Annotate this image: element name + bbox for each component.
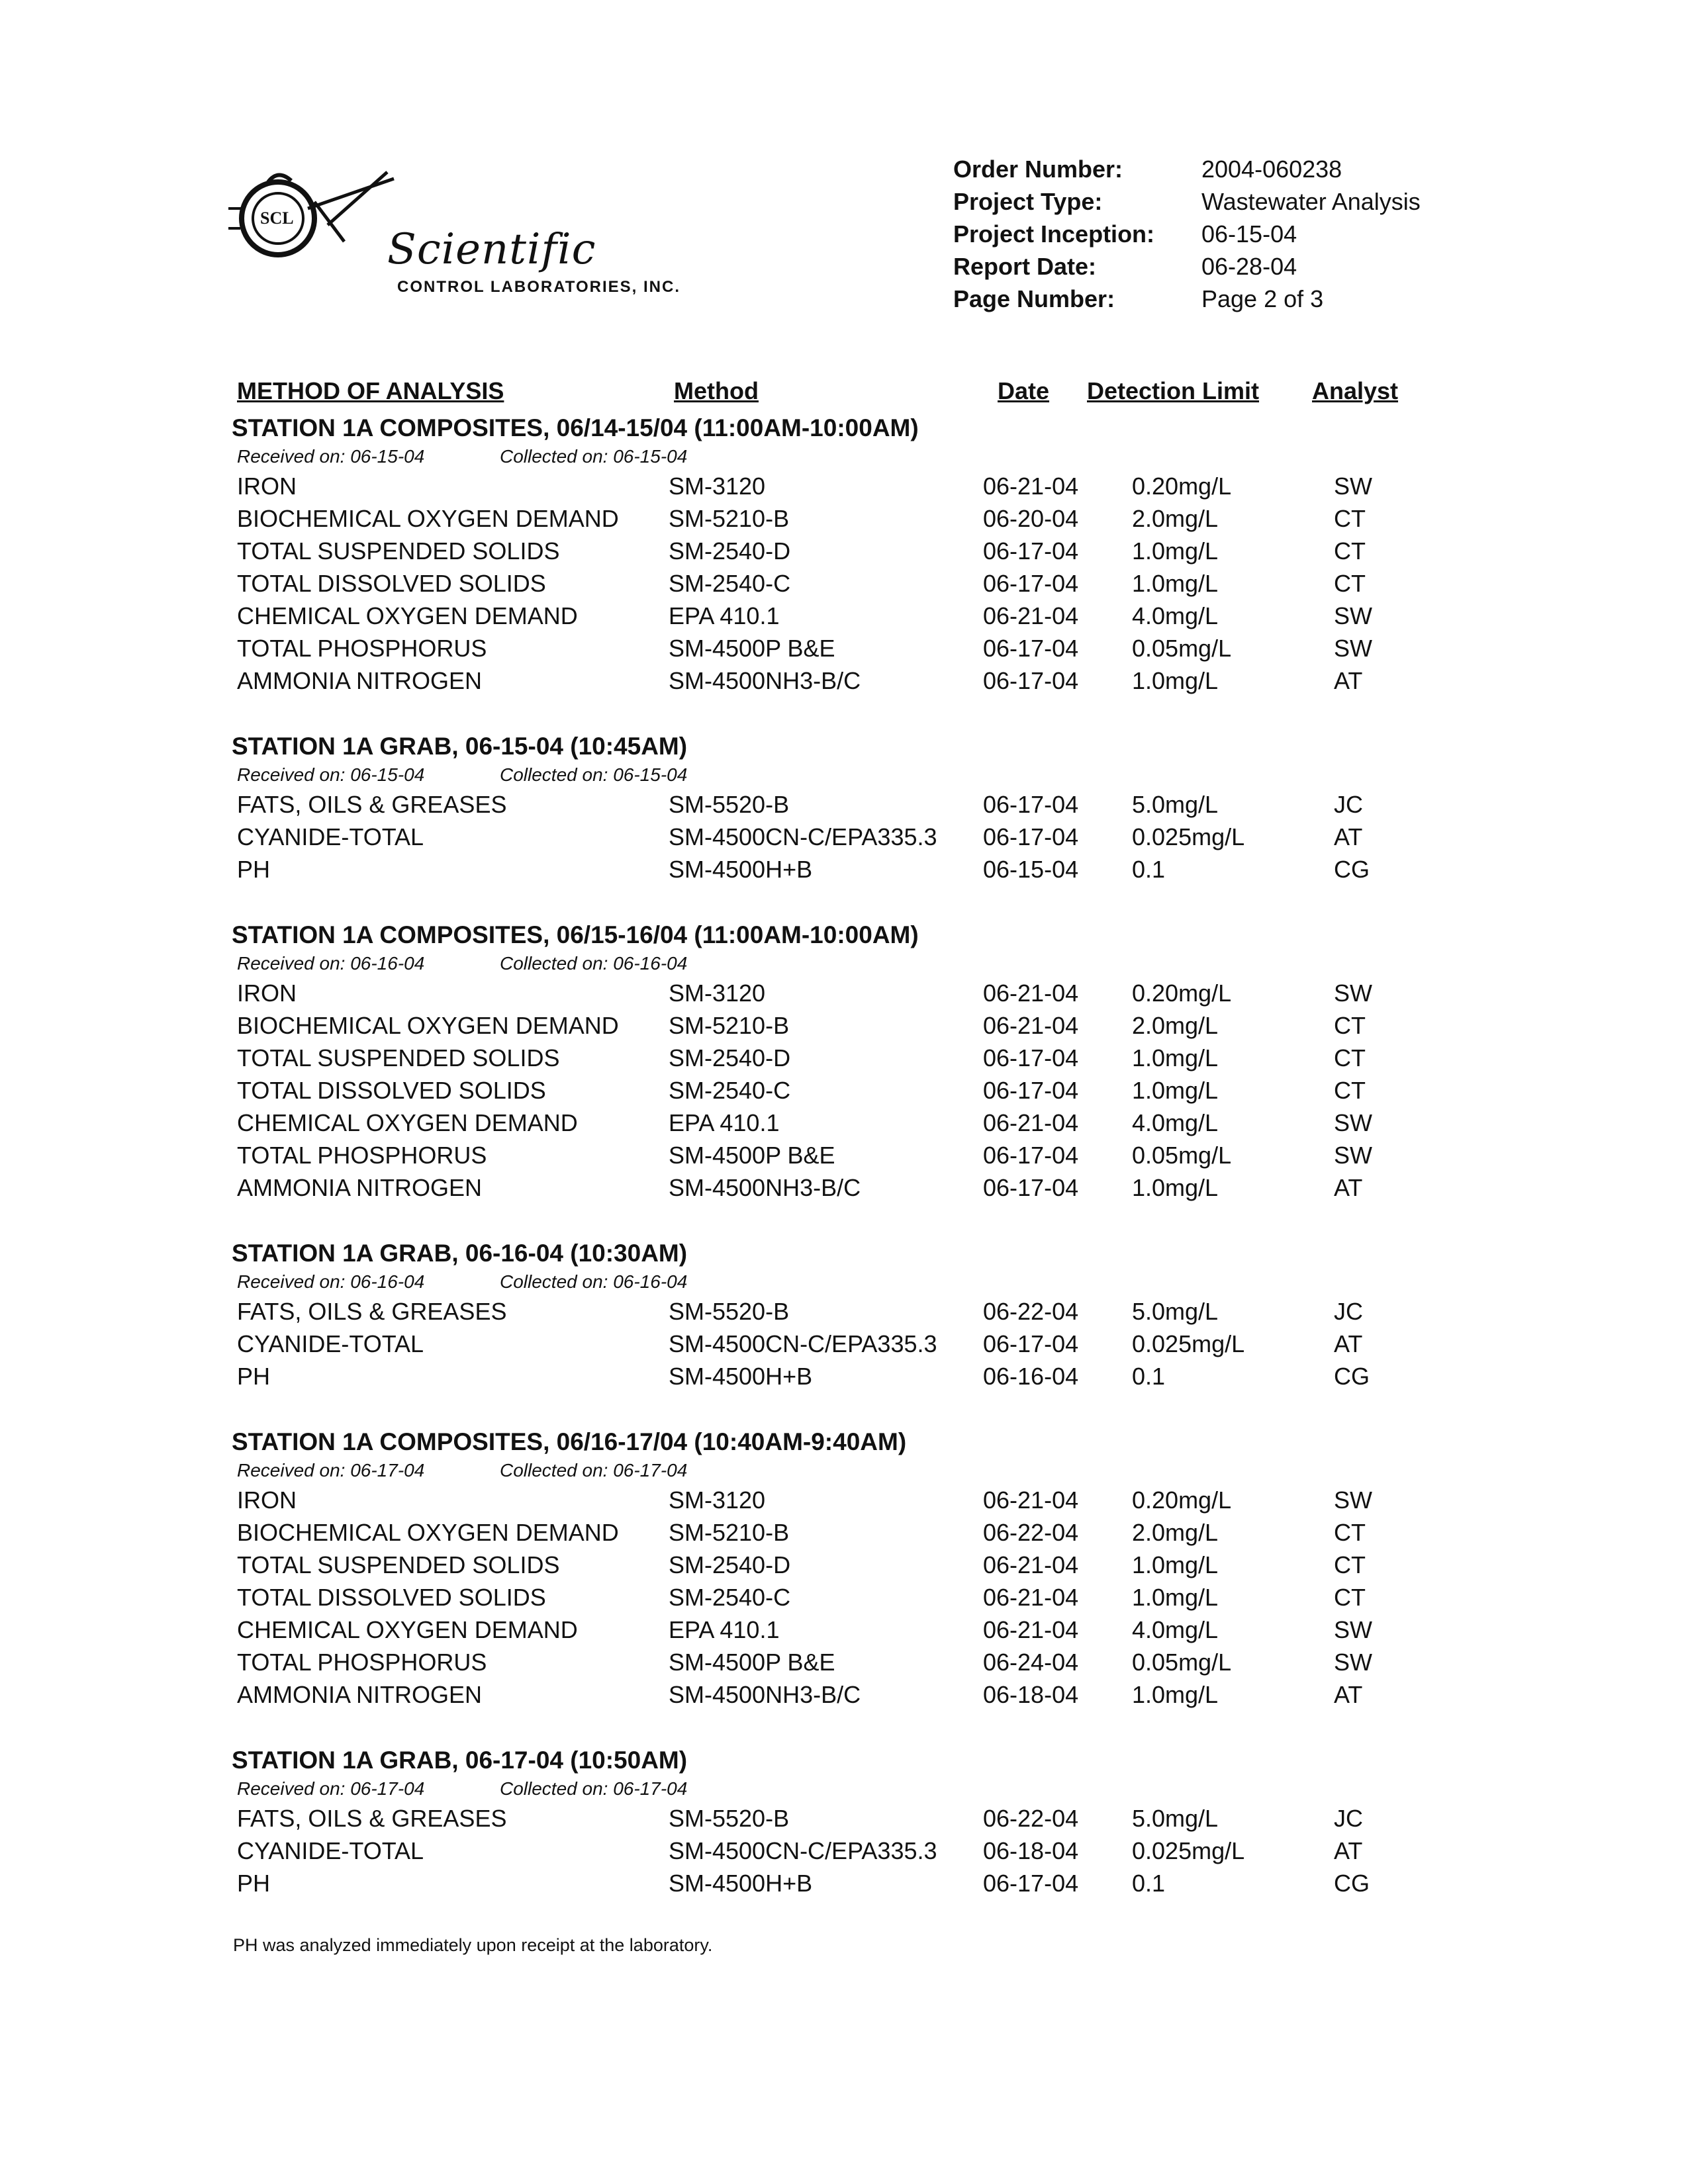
cell-name: FATS, OILS & GREASES — [237, 1805, 507, 1832]
flask-logo-icon — [228, 162, 400, 295]
cell-analyst: CT — [1334, 570, 1366, 597]
cell-name: TOTAL DISSOLVED SOLIDS — [237, 570, 546, 597]
table-row — [232, 1012, 1423, 1044]
column-header-method-of-analysis: METHOD OF ANALYSIS — [237, 377, 504, 404]
header-info-value: Wastewater Analysis — [1201, 188, 1421, 215]
cell-limit: 0.20mg/L — [1132, 1486, 1232, 1514]
collected-on: Collected on: 06-15-04 — [500, 446, 688, 467]
cell-date: 06-22-04 — [983, 1298, 1079, 1325]
cell-method: SM-3120 — [669, 1486, 766, 1514]
cell-method: EPA 410.1 — [669, 1616, 780, 1643]
cell-method: SM-5520-B — [669, 1805, 790, 1832]
received-on: Received on: 06-17-04 — [237, 1460, 425, 1480]
cell-analyst: CT — [1334, 1519, 1366, 1546]
cell-date: 06-17-04 — [983, 791, 1079, 818]
column-header-method: Method — [674, 377, 759, 404]
logo-company-line: CONTROL LABORATORIES, INC. — [397, 278, 681, 296]
cell-method: SM-4500NH3-B/C — [669, 1681, 861, 1708]
cell-method: SM-4500P B&E — [669, 1649, 835, 1676]
cell-name: AMMONIA NITROGEN — [237, 667, 483, 694]
cell-limit: 1.0mg/L — [1132, 570, 1219, 597]
table-row — [232, 1551, 1423, 1584]
collected-on: Collected on: 06-17-04 — [500, 1778, 688, 1799]
cell-date: 06-17-04 — [983, 1870, 1079, 1897]
cell-name: AMMONIA NITROGEN — [237, 1174, 483, 1201]
cell-name: TOTAL DISSOLVED SOLIDS — [237, 1077, 546, 1104]
cell-date: 06-17-04 — [983, 635, 1079, 662]
cell-method: SM-4500CN-C/EPA335.3 — [669, 823, 937, 850]
cell-date: 06-15-04 — [983, 856, 1079, 883]
cell-limit: 5.0mg/L — [1132, 1298, 1219, 1325]
section-spacer — [232, 700, 1423, 730]
section-title: STATION 1A COMPOSITES, 06/15-16/04 (11:00AM-10:00AM) — [232, 921, 919, 948]
collected-on: Collected on: 06-17-04 — [500, 1460, 688, 1480]
header-info-value: 06-28-04 — [1201, 253, 1297, 280]
cell-name: BIOCHEMICAL OXYGEN DEMAND — [237, 1519, 619, 1546]
cell-method: SM-2540-D — [669, 1044, 791, 1071]
cell-analyst: AT — [1334, 1174, 1363, 1201]
table-row — [232, 1109, 1423, 1142]
cell-date: 06-18-04 — [983, 1681, 1079, 1708]
cell-analyst: JC — [1334, 791, 1363, 818]
cell-limit: 2.0mg/L — [1132, 1012, 1219, 1039]
cell-method: SM-3120 — [669, 473, 766, 500]
cell-date: 06-21-04 — [983, 602, 1079, 629]
cell-name: PH — [237, 1870, 271, 1897]
cell-analyst: SW — [1334, 1142, 1372, 1169]
received-on: Received on: 06-15-04 — [237, 764, 425, 785]
collected-on: Collected on: 06-16-04 — [500, 953, 688, 974]
cell-analyst: SW — [1334, 473, 1372, 500]
header-info-value: Page 2 of 3 — [1201, 285, 1324, 312]
cell-limit: 4.0mg/L — [1132, 1109, 1219, 1136]
cell-name: TOTAL SUSPENDED SOLIDS — [237, 537, 560, 565]
cell-analyst: SW — [1334, 1649, 1372, 1676]
station-sections — [232, 412, 1423, 1902]
cell-limit: 1.0mg/L — [1132, 1174, 1219, 1201]
cell-date: 06-17-04 — [983, 1174, 1079, 1201]
table-row — [232, 1870, 1423, 1902]
cell-name: CYANIDE-TOTAL — [237, 1330, 424, 1357]
cell-analyst: CG — [1334, 856, 1370, 883]
cell-limit: 1.0mg/L — [1132, 1077, 1219, 1104]
cell-method: SM-5520-B — [669, 1298, 790, 1325]
table-row — [232, 473, 1423, 505]
cell-date: 06-17-04 — [983, 1077, 1079, 1104]
cell-method: SM-5210-B — [669, 505, 790, 532]
section-title: STATION 1A COMPOSITES, 06/16-17/04 (10:40AM-9:40AM) — [232, 1428, 907, 1455]
header-info-row — [953, 156, 1648, 188]
cell-limit: 1.0mg/L — [1132, 1551, 1219, 1578]
table-row — [232, 1584, 1423, 1616]
table-row — [232, 1330, 1423, 1363]
section-spacer — [232, 1395, 1423, 1426]
column-header-detection-limit: Detection Limit — [1087, 377, 1260, 404]
cell-name: TOTAL DISSOLVED SOLIDS — [237, 1584, 546, 1611]
cell-method: SM-3120 — [669, 979, 766, 1007]
cell-method: EPA 410.1 — [669, 602, 780, 629]
cell-analyst: CT — [1334, 505, 1366, 532]
received-on: Received on: 06-15-04 — [237, 446, 425, 467]
cell-name: PH — [237, 856, 271, 883]
table-row — [232, 1681, 1423, 1713]
received-collected-line — [232, 763, 1423, 791]
cell-limit: 0.025mg/L — [1132, 823, 1245, 850]
cell-name: CHEMICAL OXYGEN DEMAND — [237, 1109, 578, 1136]
cell-date: 06-22-04 — [983, 1519, 1079, 1546]
cell-method: SM-2540-D — [669, 1551, 791, 1578]
cell-analyst: CT — [1334, 1012, 1366, 1039]
cell-limit: 5.0mg/L — [1132, 791, 1219, 818]
table-row — [232, 1298, 1423, 1330]
section-title: STATION 1A GRAB, 06-17-04 (10:50AM) — [232, 1747, 688, 1774]
table-row — [232, 1616, 1423, 1649]
cell-date: 06-17-04 — [983, 823, 1079, 850]
cell-limit: 0.1 — [1132, 1870, 1166, 1897]
cell-date: 06-21-04 — [983, 1551, 1079, 1578]
cell-method: SM-2540-C — [669, 570, 791, 597]
cell-name: IRON — [237, 473, 297, 500]
cell-analyst: JC — [1334, 1298, 1363, 1325]
cell-date: 06-17-04 — [983, 570, 1079, 597]
received-collected-line — [232, 952, 1423, 979]
cell-analyst: SW — [1334, 1109, 1372, 1136]
cell-method: SM-4500H+B — [669, 1870, 813, 1897]
cell-analyst: AT — [1334, 823, 1363, 850]
cell-name: TOTAL SUSPENDED SOLIDS — [237, 1551, 560, 1578]
cell-limit: 0.1 — [1132, 1363, 1166, 1390]
table-row — [232, 1837, 1423, 1870]
cell-limit: 1.0mg/L — [1132, 667, 1219, 694]
table-row — [232, 635, 1423, 667]
header-info-value: 2004-060238 — [1201, 156, 1342, 183]
cell-limit: 2.0mg/L — [1132, 505, 1219, 532]
cell-date: 06-21-04 — [983, 1584, 1079, 1611]
table-row — [232, 1077, 1423, 1109]
table-row — [232, 1363, 1423, 1395]
cell-date: 06-21-04 — [983, 1012, 1079, 1039]
cell-analyst: SW — [1334, 1616, 1372, 1643]
cell-name: BIOCHEMICAL OXYGEN DEMAND — [237, 1012, 619, 1039]
cell-name: TOTAL SUSPENDED SOLIDS — [237, 1044, 560, 1071]
table-row — [232, 537, 1423, 570]
cell-analyst: AT — [1334, 667, 1363, 694]
table-row — [232, 823, 1423, 856]
header-info-row — [953, 220, 1648, 253]
cell-method: SM-2540-D — [669, 537, 791, 565]
logo-badge-text: SCL — [260, 208, 294, 228]
cell-date: 06-21-04 — [983, 979, 1079, 1007]
cell-limit: 0.05mg/L — [1132, 1142, 1232, 1169]
cell-limit: 1.0mg/L — [1132, 1681, 1219, 1708]
received-collected-line — [232, 1777, 1423, 1805]
cell-method: SM-2540-C — [669, 1584, 791, 1611]
cell-analyst: AT — [1334, 1330, 1363, 1357]
section-spacer — [232, 1206, 1423, 1237]
cell-method: SM-4500NH3-B/C — [669, 667, 861, 694]
cell-analyst: SW — [1334, 979, 1372, 1007]
cell-name: TOTAL PHOSPHORUS — [237, 635, 487, 662]
cell-name: AMMONIA NITROGEN — [237, 1681, 483, 1708]
cell-method: SM-5210-B — [669, 1012, 790, 1039]
cell-limit: 0.20mg/L — [1132, 473, 1232, 500]
received-collected-line — [232, 445, 1423, 473]
collected-on: Collected on: 06-16-04 — [500, 1271, 688, 1292]
section-spacer — [232, 1713, 1423, 1744]
cell-method: EPA 410.1 — [669, 1109, 780, 1136]
cell-name: TOTAL PHOSPHORUS — [237, 1649, 487, 1676]
cell-name: FATS, OILS & GREASES — [237, 791, 507, 818]
cell-limit: 1.0mg/L — [1132, 1044, 1219, 1071]
table-row — [232, 1649, 1423, 1681]
cell-analyst: CT — [1334, 537, 1366, 565]
cell-method: SM-5210-B — [669, 1519, 790, 1546]
cell-limit: 0.05mg/L — [1132, 1649, 1232, 1676]
logo-script-text: Scientific — [387, 225, 596, 274]
cell-method: SM-5520-B — [669, 791, 790, 818]
cell-name: TOTAL PHOSPHORUS — [237, 1142, 487, 1169]
cell-limit: 2.0mg/L — [1132, 1519, 1219, 1546]
cell-date: 06-17-04 — [983, 1142, 1079, 1169]
cell-analyst: SW — [1334, 635, 1372, 662]
cell-date: 06-20-04 — [983, 505, 1079, 532]
cell-method: SM-4500H+B — [669, 856, 813, 883]
table-row — [232, 602, 1423, 635]
cell-date: 06-16-04 — [983, 1363, 1079, 1390]
cell-date: 06-21-04 — [983, 1486, 1079, 1514]
cell-analyst: SW — [1334, 1486, 1372, 1514]
table-row — [232, 1174, 1423, 1206]
cell-limit: 4.0mg/L — [1132, 1616, 1219, 1643]
cell-name: IRON — [237, 1486, 297, 1514]
table-row — [232, 570, 1423, 602]
header-info-label: Project Inception: — [953, 220, 1155, 248]
cell-analyst: SW — [1334, 602, 1372, 629]
cell-method: SM-4500CN-C/EPA335.3 — [669, 1330, 937, 1357]
report-header-info — [953, 156, 1648, 318]
table-row — [232, 1044, 1423, 1077]
cell-date: 06-17-04 — [983, 1044, 1079, 1071]
received-on: Received on: 06-16-04 — [237, 953, 425, 974]
cell-date: 06-21-04 — [983, 1616, 1079, 1643]
header-info-row — [953, 285, 1648, 318]
cell-date: 06-24-04 — [983, 1649, 1079, 1676]
cell-analyst: CG — [1334, 1870, 1370, 1897]
cell-date: 06-21-04 — [983, 473, 1079, 500]
cell-method: SM-4500P B&E — [669, 1142, 835, 1169]
cell-analyst: CT — [1334, 1584, 1366, 1611]
table-row — [232, 979, 1423, 1012]
analysis-report — [232, 377, 1423, 1956]
column-headers — [232, 377, 1423, 412]
cell-limit: 1.0mg/L — [1132, 1584, 1219, 1611]
section-title: STATION 1A GRAB, 06-15-04 (10:45AM) — [232, 733, 688, 760]
collected-on: Collected on: 06-15-04 — [500, 764, 688, 785]
column-header-date: Date — [998, 377, 1050, 404]
table-row — [232, 1486, 1423, 1519]
cell-analyst: JC — [1334, 1805, 1363, 1832]
header-info-row — [953, 253, 1648, 285]
cell-limit: 4.0mg/L — [1132, 602, 1219, 629]
received-on: Received on: 06-16-04 — [237, 1271, 425, 1292]
cell-name: BIOCHEMICAL OXYGEN DEMAND — [237, 505, 619, 532]
header-info-label: Report Date: — [953, 253, 1097, 280]
cell-limit: 1.0mg/L — [1132, 537, 1219, 565]
cell-analyst: CT — [1334, 1077, 1366, 1104]
header-info-row — [953, 188, 1648, 220]
header-info-label: Page Number: — [953, 285, 1115, 312]
cell-name: PH — [237, 1363, 271, 1390]
cell-date: 06-18-04 — [983, 1837, 1079, 1864]
section-title: STATION 1A COMPOSITES, 06/14-15/04 (11:00AM-10:00AM) — [232, 414, 919, 441]
table-row — [232, 791, 1423, 823]
header-info-label: Order Number: — [953, 156, 1123, 183]
cell-name: CYANIDE-TOTAL — [237, 823, 424, 850]
cell-name: CYANIDE-TOTAL — [237, 1837, 424, 1864]
company-logo — [228, 162, 824, 304]
cell-method: SM-4500CN-C/EPA335.3 — [669, 1837, 937, 1864]
table-row — [232, 667, 1423, 700]
cell-date: 06-17-04 — [983, 537, 1079, 565]
cell-method: SM-4500P B&E — [669, 635, 835, 662]
cell-name: CHEMICAL OXYGEN DEMAND — [237, 1616, 578, 1643]
received-on: Received on: 06-17-04 — [237, 1778, 425, 1799]
cell-analyst: AT — [1334, 1681, 1363, 1708]
cell-analyst: AT — [1334, 1837, 1363, 1864]
cell-date: 06-17-04 — [983, 667, 1079, 694]
table-row — [232, 505, 1423, 537]
column-header-analyst: Analyst — [1312, 377, 1399, 404]
cell-method: SM-4500NH3-B/C — [669, 1174, 861, 1201]
cell-limit: 0.20mg/L — [1132, 979, 1232, 1007]
received-collected-line — [232, 1459, 1423, 1486]
cell-limit: 0.025mg/L — [1132, 1330, 1245, 1357]
section-title: STATION 1A GRAB, 06-16-04 (10:30AM) — [232, 1240, 688, 1267]
cell-date: 06-22-04 — [983, 1805, 1079, 1832]
cell-limit: 0.025mg/L — [1132, 1837, 1245, 1864]
cell-limit: 0.05mg/L — [1132, 635, 1232, 662]
cell-name: CHEMICAL OXYGEN DEMAND — [237, 602, 578, 629]
cell-date: 06-17-04 — [983, 1330, 1079, 1357]
cell-name: FATS, OILS & GREASES — [237, 1298, 507, 1325]
cell-limit: 0.1 — [1132, 856, 1166, 883]
section-spacer — [232, 888, 1423, 919]
cell-analyst: CT — [1334, 1551, 1366, 1578]
cell-method: SM-2540-C — [669, 1077, 791, 1104]
cell-name: IRON — [237, 979, 297, 1007]
table-row — [232, 1805, 1423, 1837]
header-info-label: Project Type: — [953, 188, 1103, 215]
cell-limit: 5.0mg/L — [1132, 1805, 1219, 1832]
cell-analyst: CG — [1334, 1363, 1370, 1390]
cell-date: 06-21-04 — [983, 1109, 1079, 1136]
table-row — [232, 856, 1423, 888]
received-collected-line — [232, 1270, 1423, 1298]
cell-analyst: CT — [1334, 1044, 1366, 1071]
cell-method: SM-4500H+B — [669, 1363, 813, 1390]
footnote: PH was analyzed immediately upon receipt at the laboratory. — [233, 1935, 713, 1955]
header-info-value: 06-15-04 — [1201, 220, 1297, 248]
table-row — [232, 1142, 1423, 1174]
table-row — [232, 1519, 1423, 1551]
